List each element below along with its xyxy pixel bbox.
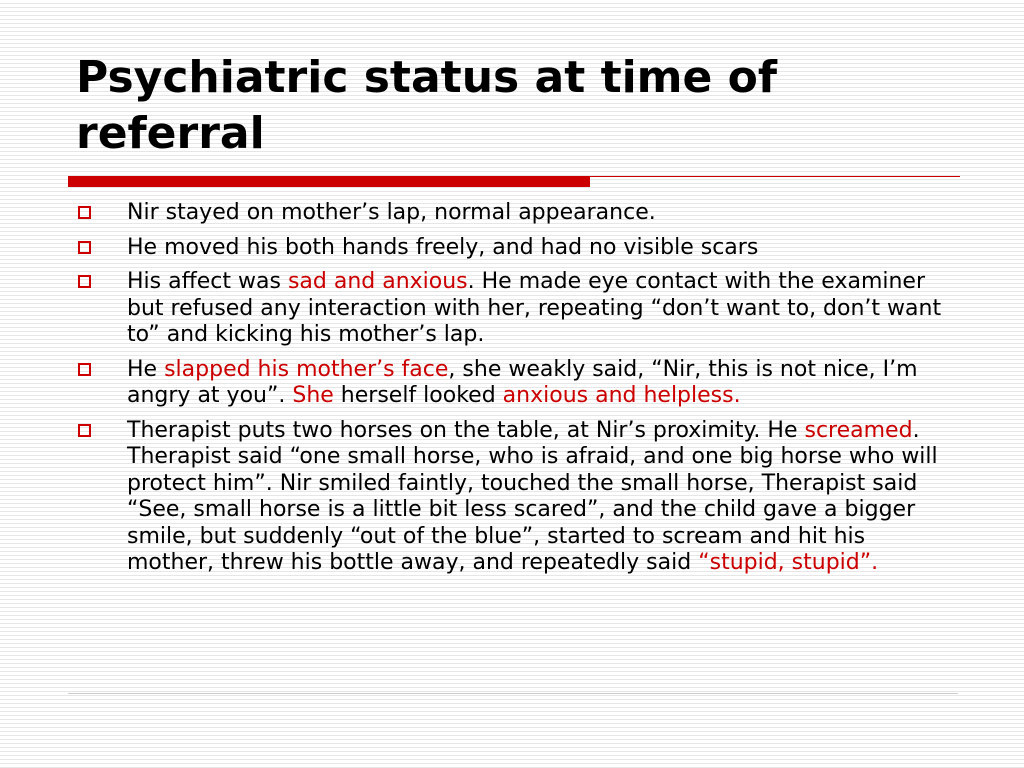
- hollow-square-bullet-icon: [78, 424, 91, 437]
- title-underline-thin: [590, 176, 960, 177]
- bullet-segment: Nir stayed on mother’s lap, normal appearance.: [127, 200, 656, 225]
- bullet-segment: He: [127, 356, 165, 382]
- bullet-list: [78, 200, 958, 585]
- bullet-segment: He moved his both hands freely, and had no visible scars: [127, 234, 759, 260]
- footer-rule: [68, 693, 958, 694]
- bullet-item-1: [78, 200, 958, 227]
- bullet-item-2: [78, 235, 958, 262]
- hollow-square-bullet-icon: [78, 275, 91, 288]
- highlighted-phrase: screamed: [804, 417, 913, 443]
- highlighted-phrase: She: [292, 383, 334, 408]
- bullet-item-5: [78, 418, 958, 577]
- bullet-segment: , she weakly said, “Nir, this is not nice, I’m angry at you”.: [127, 356, 918, 408]
- highlighted-phrase: sad and anxious: [287, 269, 468, 294]
- slide-title-line-1: Psychiatric status at time of: [76, 52, 778, 103]
- bullet-item-3: [78, 269, 958, 349]
- bullet-text: [127, 200, 656, 225]
- title-underline-thick: [68, 176, 590, 187]
- hollow-square-bullet-icon: [78, 241, 91, 254]
- bullet-text: [127, 235, 758, 260]
- slide-title-line-2: referral: [76, 108, 265, 159]
- highlighted-phrase: anxious and helpless.: [502, 383, 741, 408]
- bullet-text: [127, 269, 941, 347]
- hollow-square-bullet-icon: [78, 363, 91, 376]
- highlighted-phrase: slapped his mother’s face: [164, 356, 449, 382]
- bullet-segment: . Therapist said “one small horse, who is afraid, and one big horse who will protect him”. Nir smiled faintly, touched the small horse, Therapist said “See, small horse is a little bit less scared”, and the child gave a bigger smile, but suddenly “out of the blue”, started to scream and hit his mother, threw his bottle away, and repeatedly said: [127, 417, 938, 575]
- highlighted-phrase: “stupid, stupid”.: [698, 550, 879, 575]
- bullet-item-4: [78, 357, 958, 410]
- bullet-segment: herself looked: [333, 383, 503, 408]
- bullet-segment: . He made eye contact with the examiner but refused any interaction with her, repeating “don’t want to, don’t want to” and kicking his mother’s lap.: [127, 269, 942, 347]
- bullet-segment: Therapist puts two horses on the table, at Nir’s proximity. He: [127, 417, 805, 443]
- slide-title: [76, 50, 976, 162]
- bullet-text: [127, 418, 938, 576]
- bullet-text: [127, 357, 918, 409]
- hollow-square-bullet-icon: [78, 206, 91, 219]
- bullet-segment: His affect was: [127, 269, 288, 294]
